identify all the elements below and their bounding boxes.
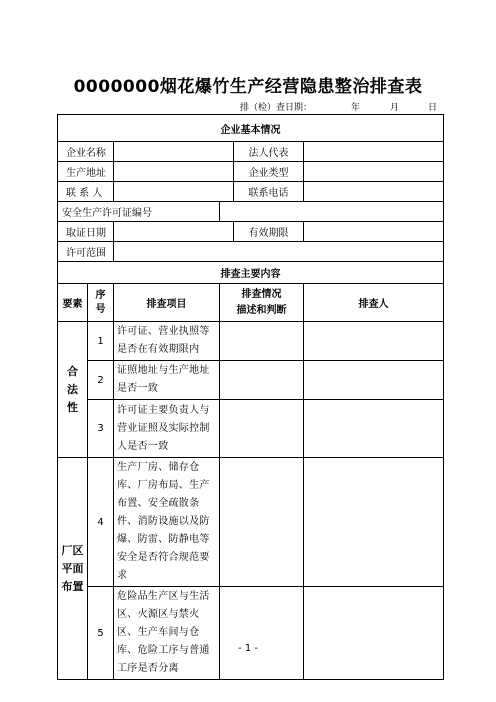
page-title: 0000000烟花爆竹生产经营隐患整治排查表 [73,77,423,97]
header-situation-title: 排查情况 [241,288,282,300]
label-phone: 联系电话 [234,182,304,202]
date-month-label: 月 [390,103,400,113]
table-row [58,458,444,587]
row-number: 4 [88,458,114,587]
value-address[interactable] [114,162,234,182]
row-item-text: 生产厂房、储存仓库、厂房布局、生产布置、安全疏散条件、消防设施以及防爆、防雷、防静电等安全是否符合规范要求 [114,458,220,587]
label-address: 生产地址 [58,162,114,182]
row-item-text: 许可证主要负责人与营业证照及实际控制人是否一致 [114,400,220,458]
label-license-no: 安全生产许可证编号 [58,202,220,222]
row-situation-cell[interactable] [220,458,304,587]
header-item: 排查项目 [114,284,220,322]
row-situation-cell[interactable] [220,322,304,361]
page-number: - 1 - [238,643,258,654]
label-valid-period: 有效期限 [234,222,304,242]
value-legal-rep[interactable] [304,142,444,162]
row-item-text: 危险品生产区与生活区、火源区与禁火区、生产车间与仓库、危险工序与普通工序是否分离 [114,587,220,680]
label-contact: 联 系 人 [58,182,114,202]
label-issue-date: 取证日期 [58,222,114,242]
value-phone[interactable] [304,182,444,202]
value-company-type[interactable] [304,162,444,182]
table-row [58,400,444,458]
row-situation-cell[interactable] [220,587,304,680]
header-seq: 序号 [88,284,114,322]
value-company-name[interactable] [114,142,234,162]
table-row [58,361,444,400]
header-situation-subtitle: 描述和判断 [236,304,287,316]
table-row [58,587,444,680]
value-scope[interactable] [114,242,444,262]
row-number: 1 [88,322,114,361]
section-main-content: 排查主要内容 [58,262,444,284]
row-situation-cell[interactable] [220,400,304,458]
row-number: 3 [88,400,114,458]
value-valid-period[interactable] [304,222,444,242]
table-row [58,322,444,361]
row-item-text: 证照地址与生产地址是否一致 [114,361,220,400]
label-company-type: 企业类型 [234,162,304,182]
header-situation [220,284,304,322]
element-legality: 合法性 [58,322,88,458]
date-label: 排（检）查日期： [240,103,313,113]
label-company-name: 企业名称 [58,142,114,162]
row-inspector-cell[interactable] [304,361,444,400]
row-number: 2 [88,361,114,400]
row-inspector-cell[interactable] [304,458,444,587]
value-license-no[interactable] [220,202,444,222]
row-inspector-cell[interactable] [304,322,444,361]
value-issue-date[interactable] [114,222,234,242]
row-inspector-cell[interactable] [304,400,444,458]
header-inspector: 排查人 [304,284,444,322]
row-number: 5 [88,587,114,680]
date-year-label: 年 [351,103,361,113]
row-item-text: 许可证、营业执照等是否在有效期限内 [114,322,220,361]
date-day-label: 日 [428,103,438,113]
label-scope: 许可范围 [58,242,114,262]
row-situation-cell[interactable] [220,361,304,400]
inspection-table [57,114,444,680]
label-legal-rep: 法人代表 [234,142,304,162]
row-inspector-cell[interactable] [304,587,444,680]
element-plant-layout: 厂区平面布置 [58,458,88,680]
section-basic-info: 企业基本情况 [58,115,444,142]
value-contact[interactable] [114,182,234,202]
header-element: 要素 [58,284,88,322]
